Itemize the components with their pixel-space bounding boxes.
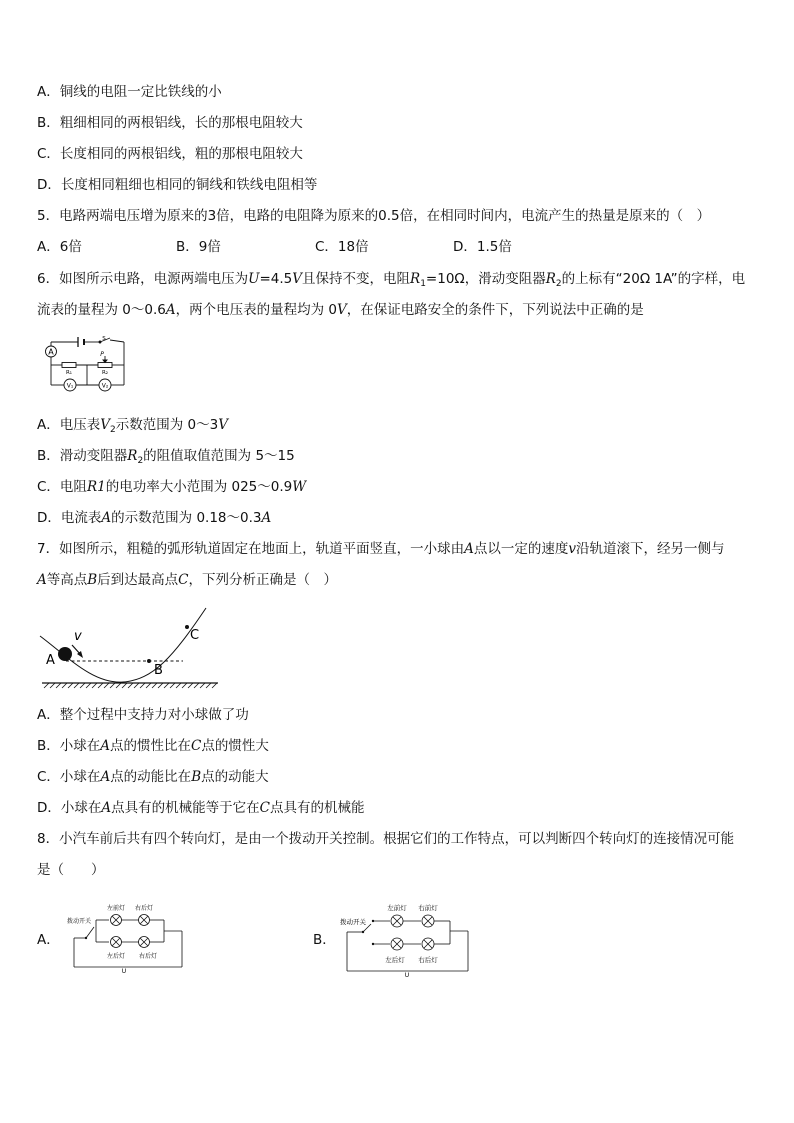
q7-option-text: 点具有的机械能: [270, 800, 365, 816]
q6-symbol-a: A: [101, 510, 112, 526]
q6-stem-text: 的上标有“20Ω 1A”的字样，电: [561, 271, 746, 287]
q7-point-b: B: [87, 572, 98, 588]
q6-unit-a: A: [261, 510, 272, 526]
q6-symbol-r: R: [127, 448, 138, 464]
q6-unit-w: W: [292, 479, 307, 495]
q6-stem-line2: [37, 301, 644, 319]
q7-stem-text: ，下列分析正确是（ ）: [188, 572, 338, 588]
q7-option-text: C．小球在: [37, 769, 101, 785]
q6-circuit-diagram: [38, 336, 130, 394]
q4-option-b: B．粗细相同的两根铝线，长的那根电阻较大: [37, 115, 303, 131]
q6-option-text: 的电功率大小范围为 025～0.9: [105, 479, 293, 495]
q6-stem-text: 且保持不变，电阻: [302, 271, 411, 287]
switch-label: 拨动开关: [67, 918, 92, 925]
q6-stem-line1: [37, 270, 745, 293]
q6-option-text: C．电阻: [37, 479, 87, 495]
q6-unit-v: V: [218, 417, 228, 433]
slider-label: P: [100, 351, 104, 358]
q6-option-text: D．电流表: [37, 510, 102, 526]
q6-option-text: 示数范围为 0～3: [115, 417, 219, 433]
q8-stem-line1: 8．小汽车前后共有四个转向灯，是由一个拨动开关控制。根据它们的工作特点，可以判断四个转向灯的连接情况可能: [37, 831, 735, 847]
lamp-label: 左前灯: [106, 905, 126, 912]
q7-stem-line2: [37, 571, 337, 589]
q7-stem-text: 7．如图所示，粗糙的弧形轨道固定在地面上，轨道平面竖直，一小球由: [37, 541, 465, 557]
q7-point-a: A: [101, 800, 112, 816]
q6-unit-a: A: [165, 302, 176, 318]
velocity-label: v: [74, 629, 82, 644]
q7-option-text: 点的动能比在: [110, 769, 192, 785]
q7-option-a: A．整个过程中支持力对小球做了功: [37, 707, 249, 723]
lamp-label: 右后灯: [418, 956, 438, 964]
lamp-label: 右后灯: [138, 953, 158, 960]
q6-option-b: [37, 447, 295, 470]
q8-stem-line2: 是（ ）: [37, 862, 105, 878]
q6-option-text: 的阻值取值范围为 5～15: [143, 448, 295, 464]
r2-label: R₂: [101, 370, 109, 376]
q6-symbol-v: V: [100, 417, 110, 433]
q5-option-b: B．9倍: [176, 239, 221, 255]
point-a-label: A: [46, 653, 55, 668]
r1-label: R₁: [65, 370, 73, 376]
q7-option-text: 点的惯性比在: [110, 738, 192, 754]
q7-stem-text: 后到达最高点: [97, 572, 179, 588]
ammeter-label: A: [48, 347, 54, 357]
q6-stem-text: ，两个电压表的量程均为 0: [175, 302, 337, 318]
q8-circuit-b: [337, 898, 473, 978]
q6-subscript: 2: [137, 456, 144, 466]
q6-subscript: 2: [555, 279, 562, 289]
q6-symbol-r: R1: [86, 479, 106, 495]
q7-option-text: 点具有的机械能等于它在: [111, 800, 260, 816]
voltmeter2-label: V₂: [101, 382, 109, 390]
switch-label: 拨动开关: [340, 918, 366, 926]
point-c-label: C: [190, 628, 200, 643]
q6-symbol-r1: R: [410, 271, 421, 287]
q6-option-c: [37, 478, 306, 496]
q6-stem-text: 6．如图所示电路，电源两端电压为: [37, 271, 249, 287]
q8-circuit-a: [64, 898, 186, 974]
q6-subscript: 1: [420, 279, 426, 289]
q6-option-text: A．电压表: [37, 417, 101, 433]
q7-point-a: A: [100, 738, 111, 754]
q7-symbol-v: v: [568, 541, 576, 557]
q6-stem-text: 流表的量程为 0～0.6: [37, 302, 166, 318]
q7-stem-line1: [37, 540, 724, 558]
q7-option-text: 点的惯性大: [201, 738, 269, 754]
q7-option-d: [37, 799, 365, 817]
q6-symbol-u: U: [248, 271, 260, 287]
q4-option-c: C．长度相同的两根铝线，粗的那根电阻较大: [37, 146, 303, 162]
q7-option-c: [37, 768, 269, 786]
q6-option-text: 的示数范围为 0.18～0.3: [111, 510, 262, 526]
q5-option-a: A．6倍: [37, 239, 82, 255]
q5-option-c: C．18倍: [315, 239, 369, 255]
lamp-label: 左后灯: [106, 953, 126, 960]
q6-option-a: [37, 416, 228, 439]
q7-option-text: B．小球在: [37, 738, 101, 754]
q7-option-b: [37, 737, 269, 755]
q7-track-diagram: [38, 602, 220, 692]
q7-option-text: D．小球在: [37, 800, 102, 816]
voltage-label: U: [404, 972, 410, 978]
q4-option-d: D．长度相同粗细也相同的铜线和铁线电阻相等: [37, 177, 318, 193]
q7-stem-text: 点以一定的速度: [473, 541, 569, 557]
q7-option-text: 点的动能大: [201, 769, 269, 785]
lamp-label: 左后灯: [385, 956, 405, 964]
q6-option-d: [37, 509, 271, 527]
q7-point-c: C: [259, 800, 270, 816]
q7-point-b: B: [191, 769, 202, 785]
q7-stem-text: 沿轨道滚下，经另一侧与: [575, 541, 725, 557]
q6-unit-v: V: [292, 271, 303, 287]
voltage-label: U: [121, 968, 127, 974]
q6-voltage-value: =4.5: [259, 271, 293, 287]
q6-option-text: B．滑动变阻器: [37, 448, 128, 464]
q6-symbol-r2: R: [545, 271, 556, 287]
point-b-label: B: [154, 663, 163, 678]
switch-label: S: [102, 336, 106, 342]
q7-point-a: A: [100, 769, 111, 785]
q6-subscript: 2: [110, 425, 116, 435]
q4-option-a: A．铜线的电阻一定比铁线的小: [37, 84, 222, 100]
q8-option-b-label: B．: [313, 932, 336, 948]
q5-option-d: D．1.5倍: [453, 239, 512, 255]
lamp-label: 右前灯: [418, 904, 438, 912]
q6-stem-text: =10Ω，滑动变阻器: [425, 271, 546, 287]
q7-point-a: A: [464, 541, 474, 557]
q7-point-c: C: [191, 738, 202, 754]
q7-point-a: A: [37, 572, 47, 588]
q6-unit-v: V: [337, 302, 347, 318]
q8-option-a-label: A．: [37, 932, 60, 948]
q6-stem-text: ，在保证电路安全的条件下，下列说法中正确的是: [346, 302, 644, 318]
lamp-label: 左前灯: [387, 904, 407, 912]
q5-stem: 5．电路两端电压增为原来的3倍，电路的电阻降为原来的0.5倍，在相同时间内，电流产生的热量是原来的（ ）: [37, 208, 711, 224]
voltmeter1-label: V₁: [66, 382, 74, 390]
q7-stem-text: 等高点: [46, 572, 88, 588]
lamp-label: 右后灯: [134, 905, 154, 912]
q7-point-c: C: [178, 572, 189, 588]
